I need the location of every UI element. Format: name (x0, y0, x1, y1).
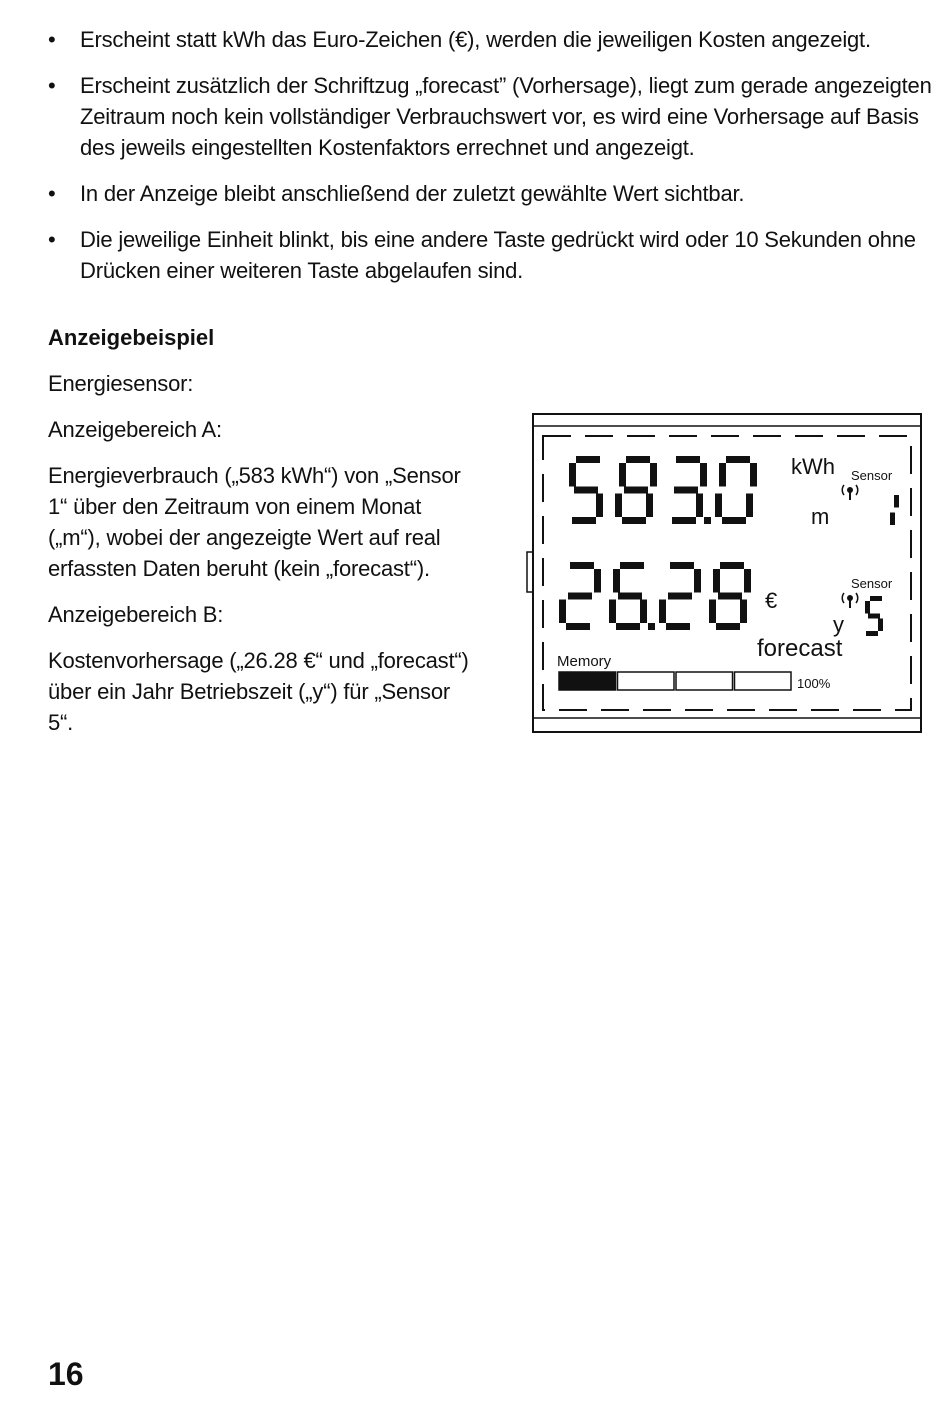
area-a-label: Anzeigebereich A: (48, 417, 222, 442)
bullet-text: In der Anzeige bleibt anschließend der zuletzt gewählte Wert sichtbar. (80, 181, 745, 206)
memory-full-label: 100% (797, 676, 831, 691)
row-b-sensor-digit-5 (865, 596, 883, 636)
area-a-text: Energieverbrauch („583 kWh“) von „Sensor 1“ über den Zeitraum von einem Monat („m“), wobei der angezeigte Wert auf real erfassten Daten beruht (kein „forecast“). (48, 463, 461, 581)
row-b-sensor-number (865, 596, 883, 636)
memory-segment (618, 672, 675, 690)
antenna-icon (842, 593, 858, 608)
row-b-sensor-label: Sensor (851, 576, 893, 591)
bullet-symbol: • (48, 227, 56, 252)
row-a-digit-3 (672, 456, 707, 524)
lcd-display-illustration (525, 412, 925, 736)
section-heading: Anzeigebeispiel (48, 325, 215, 350)
row-b-digit-8 (709, 562, 751, 630)
bullet-item (48, 224, 938, 286)
page-number: 16 (48, 1356, 84, 1392)
bullet-item (48, 24, 938, 55)
memory-segment (735, 672, 792, 690)
row-a-digit-8 (615, 456, 657, 524)
row-b-digit-2 (559, 562, 601, 630)
area-b-text: Kostenvorhersage („26.28 €“ und „forecast“) über ein Jahr Betriebszeit („y“) für „Sensor 5“. (48, 648, 469, 735)
bullet-list (48, 24, 938, 301)
bullet-text: Erscheint statt kWh das Euro-Zeichen (€), werden die jeweiligen Kosten angezeigt. (80, 27, 871, 52)
sensor-label: Energiesensor: (48, 371, 194, 396)
memory-segment (559, 672, 616, 690)
row-a-unit: kWh (791, 454, 835, 479)
bullet-symbol: • (48, 181, 56, 206)
bullet-text: Erscheint zusätzlich der Schriftzug „forecast” (Vorhersage), liegt zum gerade angezeigten Zeitraum noch kein vollständiger Verbrauchswert vor, es wird eine Vorhersage auf Basis des jeweils eingestellten Kostenfaktors errechnet und angezeigt. (80, 73, 932, 160)
row-b-unit: € (765, 588, 778, 613)
row-a-digit-0 (715, 456, 757, 524)
bullet-symbol: • (48, 73, 56, 98)
row-a-sensor-label: Sensor (851, 468, 893, 483)
area-b-label: Anzeigebereich B: (48, 602, 224, 627)
memory-segment (676, 672, 733, 690)
forecast-indicator: forecast (757, 635, 843, 662)
row-b-decimal-point (648, 623, 655, 630)
antenna-icon (842, 485, 858, 500)
bullet-symbol: • (48, 27, 56, 52)
memory-bar (559, 672, 791, 690)
example-column (48, 322, 473, 753)
memory-label: Memory (557, 653, 612, 670)
row-b-digits (559, 562, 751, 630)
row-a-digits (569, 456, 757, 524)
row-a-digit-5 (569, 456, 603, 524)
row-b-digit-2 (659, 562, 701, 630)
bullet-text: Die jeweilige Einheit blinkt, bis eine andere Taste gedrückt wird oder 10 Sekunden ohne Drücken einer weiteren Taste abgelaufen sind. (80, 227, 916, 283)
bullet-item (48, 178, 938, 209)
row-b-digit-6 (609, 562, 647, 630)
row-b-period: y (833, 612, 844, 637)
row-a-period: m (811, 504, 830, 529)
row-a-sensor-number (890, 495, 899, 525)
bullet-item (48, 70, 938, 163)
lcd-svg (525, 412, 925, 736)
row-a-sensor-digit-1 (890, 495, 899, 525)
row-a-decimal-point (704, 517, 711, 524)
